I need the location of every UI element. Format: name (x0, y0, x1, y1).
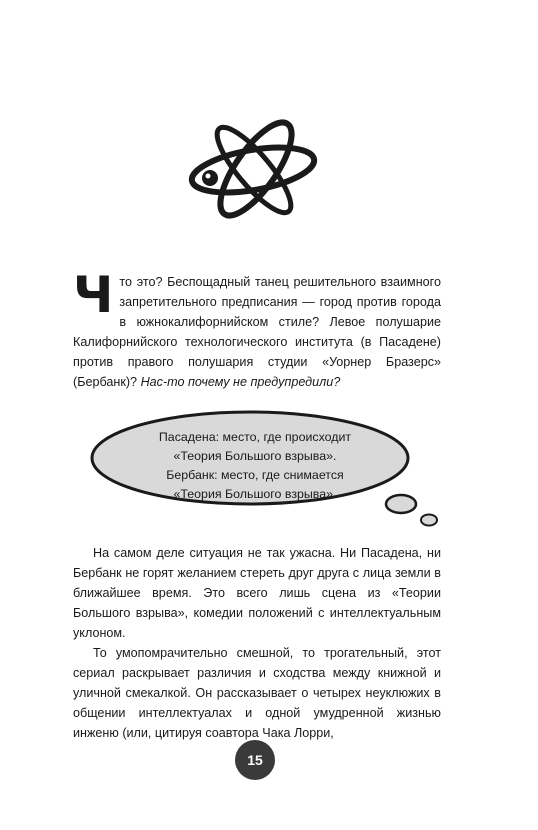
bubble-line: «Теория Большого взрыва». (173, 487, 337, 501)
body-text (73, 543, 441, 743)
page-number-badge: 15 (235, 740, 275, 780)
intro-text: то это? Беспощадный танец решительного взаимного запретительного предписания — город против города в южнокалифорнийском стиле? Левое полушарие Калифорнийского технологического института (в Пасадене) против правого полушария студии «Уорнер Бразерс» (Бербанк)? (73, 275, 441, 389)
drop-cap: Ч (73, 266, 114, 324)
bubble-line: «Теория Большого взрыва». (173, 449, 337, 463)
bubble-line: Пасадена: место, где происходит (158, 430, 352, 444)
body-paragraph: То умопомрачительно смешной, то трогательный, этот сериал раскрывает различия и сходства между книжной и уличной смекалкой. Он рассказывает о четырех неуклюжих в общении интеллектуалах и одной умудренной жизнью инженю (или, цитируя соавтора Чака Лорри, (73, 646, 441, 740)
bubble-text (110, 428, 400, 504)
body-paragraph: На самом деле ситуация не так ужасна. Ни Пасадена, ни Бербанк не горят желанием стереть друг друга с лица земли в ближайшее время. Это всего лишь сцена из «Теории Большого взрыва», комедии положений с интеллектуальным уклоном. (73, 546, 441, 640)
bubble-line: Бербанк: место, где снимается (166, 468, 344, 482)
intro-paragraph (73, 266, 441, 392)
atom-icon (178, 112, 328, 227)
intro-italic: Нас-то почему не предупредили? (140, 375, 341, 389)
